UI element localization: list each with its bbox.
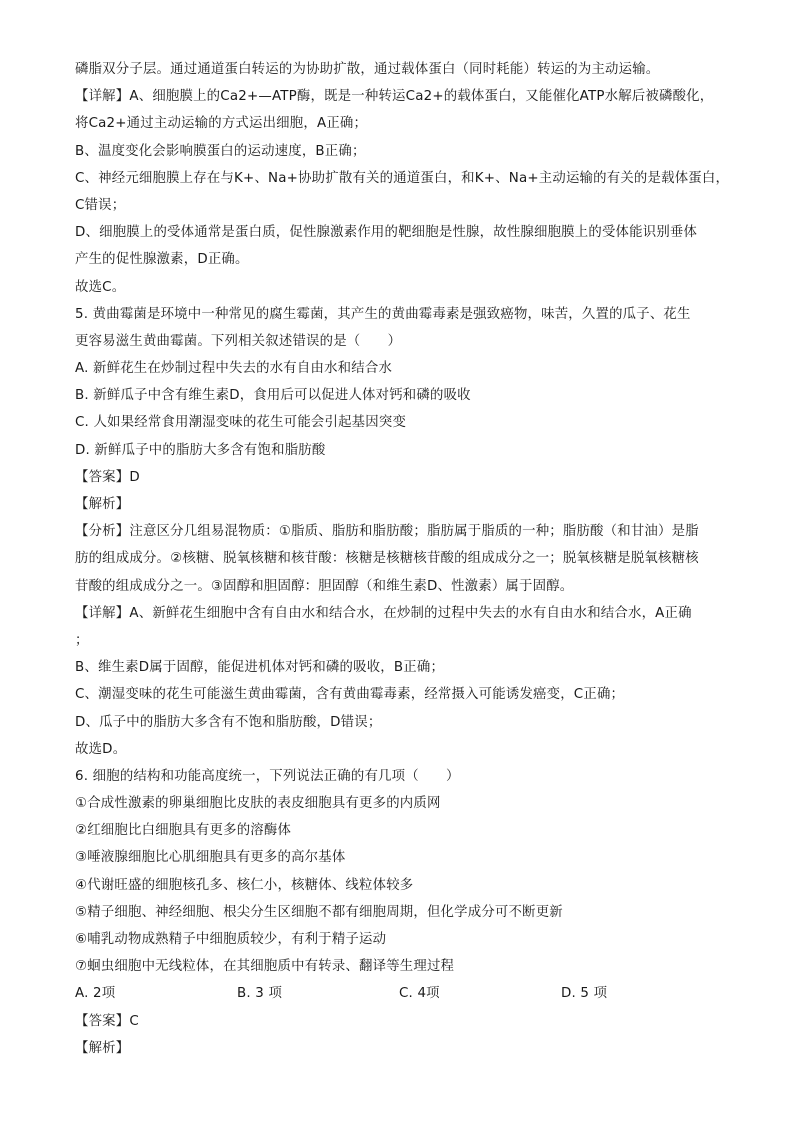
text-line: 将Ca2+通过主动运输的方式运出细胞，A正确； xyxy=(75,116,368,132)
question-6-options xyxy=(75,980,715,1007)
statement-item: ⑥哺乳动物成熟精子中细胞质较少，有利于精子运动 xyxy=(75,932,387,947)
text-line: 故选D。 xyxy=(75,741,127,757)
option-c: C. 4项 xyxy=(399,986,440,1002)
text-line: 磷脂双分子层。通过通道蛋白转运的为协助扩散，通过载体蛋白（同时耗能）转运的为主动运输。 xyxy=(75,62,660,77)
text-line: C错误； xyxy=(75,197,126,213)
text-line: D、瓜子中的脂肪大多含有不饱和脂肪酸，D错误； xyxy=(75,714,382,730)
text-line: ； xyxy=(75,632,89,648)
text-line: 产生的促性腺激素，D正确。 xyxy=(75,252,249,268)
statement-item: ⑦蛔虫细胞中无线粒体，在其细胞质中有转录、翻译等生理过程 xyxy=(75,959,455,975)
statement-item: ①合成性激素的卵巢细胞比皮肤的表皮细胞具有更多的内质网 xyxy=(75,796,441,812)
statement-item: ②红细胞比白细胞具有更多的溶酶体 xyxy=(75,823,292,839)
answer-label: 【答案】D xyxy=(75,469,140,485)
text-line: 故选C。 xyxy=(75,279,126,295)
text-line: C、潮湿变味的花生可能滋生黄曲霉菌，含有黄曲霉毒素，经常摄入可能诱发癌变，C正确； xyxy=(75,687,625,703)
question-5-stem: 5. 黄曲霉菌是环境中一种常见的腐生霉菌，其产生的黄曲霉毒素是强致癌物，味苦，久置的瓜子、花生 xyxy=(75,306,691,322)
option-c: C. 人如果经常食用潮湿变味的花生可能会引起基因突变 xyxy=(75,415,407,431)
option-a: A. 2项 xyxy=(75,986,116,1002)
text-line: 肪的组成成分。②核糖、脱氧核糖和核苷酸：核糖是核糖核苷酸的组成成分之一；脱氧核糖是脱氧核糖核 xyxy=(75,551,699,567)
text-line: 【详解】A、细胞膜上的Ca2+—ATP酶，既是一种转运Ca2+的载体蛋白，又能催化ATP水解后被磷酸化， xyxy=(75,89,714,105)
option-b: B. 新鲜瓜子中含有维生素D，食用后可以促进人体对钙和磷的吸收 xyxy=(75,388,471,404)
text-line: D、细胞膜上的受体通常是蛋白质，促性腺激素作用的靶细胞是性腺，故性腺细胞膜上的受体能识别垂体 xyxy=(75,225,698,241)
option-a: A. 新鲜花生在炒制过程中失去的水有自由水和结合水 xyxy=(75,361,393,377)
text-line: 苷酸的组成成分之一。③固醇和胆固醇：胆固醇（和维生素D、性激素）属于固醇。 xyxy=(75,578,574,594)
statement-item: ⑤精子细胞、神经细胞、根尖分生区细胞不都有细胞周期，但化学成分可不断更新 xyxy=(75,904,563,920)
answer-label: 【答案】C xyxy=(75,1013,139,1029)
text-line: 【分析】注意区分几组易混物质：①脂质、脂肪和脂肪酸；脂肪属于脂质的一种；脂肪酸（和甘油）是脂 xyxy=(75,524,699,540)
option-b: B. 3 项 xyxy=(237,986,283,1002)
question-5-stem: 更容易滋生黄曲霉菌。下列相关叙述错误的是（ ） xyxy=(75,333,402,349)
question-6-stem: 6. 细胞的结构和功能高度统一，下列说法正确的有几项（ ） xyxy=(75,768,460,784)
text-line: B、维生素D属于固醇，能促进机体对钙和磷的吸收，B正确； xyxy=(75,660,445,676)
statement-item: ③唾液腺细胞比心肌细胞具有更多的高尔基体 xyxy=(75,850,346,866)
statement-item: ④代谢旺盛的细胞核孔多、核仁小，核糖体、线粒体较多 xyxy=(75,877,414,893)
document-page xyxy=(75,56,730,1062)
text-line: 【详解】A、新鲜花生细胞中含有自由水和结合水，在炒制的过程中失去的水有自由水和结合水，A正确 xyxy=(75,605,692,621)
analysis-label: 【解析】 xyxy=(75,497,130,512)
text-line: B、温度变化会影响膜蛋白的运动速度，B正确； xyxy=(75,143,366,159)
option-d: D. 新鲜瓜子中的脂肪大多含有饱和脂肪酸 xyxy=(75,442,326,458)
option-d: D. 5 项 xyxy=(561,986,608,1002)
text-line: C、神经元细胞膜上存在与K+、Na+协助扩散有关的通道蛋白，和K+、Na+主动运输的有关的是载体蛋白， xyxy=(75,170,730,186)
analysis-label: 【解析】 xyxy=(75,1040,130,1056)
